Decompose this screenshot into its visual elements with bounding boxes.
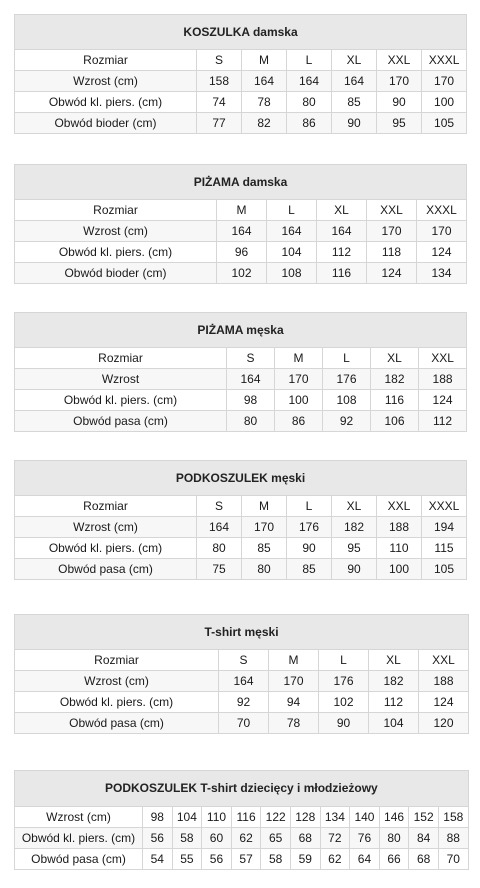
table-cell: M bbox=[275, 348, 323, 369]
table-row bbox=[15, 50, 467, 71]
table-cell: 55 bbox=[172, 849, 202, 870]
row-label: Wzrost (cm) bbox=[15, 517, 197, 538]
table-cell: 85 bbox=[332, 92, 377, 113]
table-cell: 86 bbox=[287, 113, 332, 134]
table-cell: S bbox=[197, 50, 242, 71]
table-cell: 170 bbox=[275, 369, 323, 390]
table-cell: 116 bbox=[231, 807, 261, 828]
row-label: Obwód pasa (cm) bbox=[15, 713, 219, 734]
table-cell: 176 bbox=[319, 671, 369, 692]
row-label: Wzrost (cm) bbox=[15, 71, 197, 92]
table-cell: L bbox=[287, 50, 332, 71]
table-cell: 170 bbox=[417, 221, 467, 242]
table-cell: 90 bbox=[319, 713, 369, 734]
table-cell: 122 bbox=[261, 807, 291, 828]
table-cell: 84 bbox=[409, 828, 439, 849]
table-cell: 124 bbox=[419, 390, 467, 411]
table-cell: S bbox=[197, 496, 242, 517]
row-label: Wzrost (cm) bbox=[15, 221, 217, 242]
row-label: Obwód pasa (cm) bbox=[15, 559, 197, 580]
table-cell: 182 bbox=[371, 369, 419, 390]
table-cell: 58 bbox=[172, 828, 202, 849]
table-cell: 90 bbox=[332, 559, 377, 580]
table-cell: 164 bbox=[217, 221, 267, 242]
table-cell: 110 bbox=[202, 807, 232, 828]
row-label: Obwód kl. piers. (cm) bbox=[15, 242, 217, 263]
table-cell: 68 bbox=[409, 849, 439, 870]
row-label: Obwód pasa (cm) bbox=[15, 411, 227, 432]
table-cell: 188 bbox=[377, 517, 422, 538]
table-cell: L bbox=[319, 650, 369, 671]
table-cell: 92 bbox=[219, 692, 269, 713]
row-label: Obwód bioder (cm) bbox=[15, 113, 197, 134]
table-row bbox=[15, 200, 467, 221]
table-cell: 158 bbox=[438, 807, 468, 828]
table-cell: 90 bbox=[332, 113, 377, 134]
table-cell: 134 bbox=[417, 263, 467, 284]
table-cell: 78 bbox=[269, 713, 319, 734]
table-cell: 170 bbox=[377, 71, 422, 92]
table-row bbox=[15, 828, 469, 849]
table-cell: 164 bbox=[267, 221, 317, 242]
table-cell: 70 bbox=[438, 849, 468, 870]
size-table-pizama-damska bbox=[14, 164, 467, 284]
table-cell: 124 bbox=[417, 242, 467, 263]
table-cell: M bbox=[217, 200, 267, 221]
table-cell: 85 bbox=[287, 559, 332, 580]
row-label: Obwód pasa (cm) bbox=[15, 849, 143, 870]
table-cell: XL bbox=[371, 348, 419, 369]
table-cell: 75 bbox=[197, 559, 242, 580]
table-cell: 65 bbox=[261, 828, 291, 849]
table-cell: XXL bbox=[419, 348, 467, 369]
table-cell: 170 bbox=[269, 671, 319, 692]
table-cell: 98 bbox=[227, 390, 275, 411]
table-cell: 164 bbox=[197, 517, 242, 538]
table-cell: 98 bbox=[143, 807, 173, 828]
table-cell: 82 bbox=[242, 113, 287, 134]
table-cell: 104 bbox=[267, 242, 317, 263]
table-row bbox=[15, 650, 469, 671]
table-cell: 158 bbox=[197, 71, 242, 92]
row-label: Rozmiar bbox=[15, 348, 227, 369]
table-cell: 108 bbox=[267, 263, 317, 284]
table-cell: XL bbox=[369, 650, 419, 671]
table-row bbox=[15, 692, 469, 713]
table-row bbox=[15, 221, 467, 242]
table-cell: 176 bbox=[323, 369, 371, 390]
table-cell: 88 bbox=[438, 828, 468, 849]
table-cell: 95 bbox=[332, 538, 377, 559]
table-cell: XL bbox=[332, 496, 377, 517]
row-label: Obwód kl. piers. (cm) bbox=[15, 828, 143, 849]
row-label: Obwód kl. piers. (cm) bbox=[15, 692, 219, 713]
table-cell: 62 bbox=[320, 849, 350, 870]
table-cell: 102 bbox=[319, 692, 369, 713]
table-cell: 164 bbox=[219, 671, 269, 692]
table-cell: 100 bbox=[275, 390, 323, 411]
row-label: Rozmiar bbox=[15, 200, 217, 221]
size-table-pizama-meska bbox=[14, 312, 467, 432]
table-cell: 118 bbox=[367, 242, 417, 263]
table-cell: 182 bbox=[369, 671, 419, 692]
row-label: Obwód bioder (cm) bbox=[15, 263, 217, 284]
table-cell: 104 bbox=[369, 713, 419, 734]
table-cell: 58 bbox=[261, 849, 291, 870]
table-cell: XL bbox=[332, 50, 377, 71]
table-cell: 188 bbox=[419, 671, 469, 692]
table-cell: 60 bbox=[202, 828, 232, 849]
table-cell: 140 bbox=[350, 807, 380, 828]
table-row bbox=[15, 849, 469, 870]
row-label: Rozmiar bbox=[15, 496, 197, 517]
table-cell: 112 bbox=[317, 242, 367, 263]
row-label: Rozmiar bbox=[15, 650, 219, 671]
table-cell: 92 bbox=[323, 411, 371, 432]
table-cell: XXL bbox=[419, 650, 469, 671]
table-cell: 57 bbox=[231, 849, 261, 870]
table-cell: 176 bbox=[287, 517, 332, 538]
table-cell: 94 bbox=[269, 692, 319, 713]
table-cell: 100 bbox=[377, 559, 422, 580]
table-cell: 152 bbox=[409, 807, 439, 828]
table-cell: 124 bbox=[367, 263, 417, 284]
table-cell: 86 bbox=[275, 411, 323, 432]
table-cell: M bbox=[242, 496, 287, 517]
table-cell: 95 bbox=[377, 113, 422, 134]
table-cell: 164 bbox=[317, 221, 367, 242]
table-cell: 54 bbox=[143, 849, 173, 870]
table-cell: XXXL bbox=[417, 200, 467, 221]
table-cell: 116 bbox=[371, 390, 419, 411]
table-cell: 164 bbox=[332, 71, 377, 92]
table-cell: 80 bbox=[242, 559, 287, 580]
table-row bbox=[15, 92, 467, 113]
table-cell: S bbox=[219, 650, 269, 671]
table-cell: 80 bbox=[379, 828, 409, 849]
table-row bbox=[15, 496, 467, 517]
table-cell: 164 bbox=[287, 71, 332, 92]
table-cell: 80 bbox=[287, 92, 332, 113]
table-cell: 100 bbox=[422, 92, 467, 113]
table-cell: S bbox=[227, 348, 275, 369]
table-cell: 90 bbox=[377, 92, 422, 113]
table-cell: 170 bbox=[422, 71, 467, 92]
row-label: Wzrost bbox=[15, 369, 227, 390]
table-title: T-shirt męski bbox=[15, 615, 469, 650]
table-cell: 77 bbox=[197, 113, 242, 134]
table-cell: 102 bbox=[217, 263, 267, 284]
table-cell: 120 bbox=[419, 713, 469, 734]
table-cell: 76 bbox=[350, 828, 380, 849]
table-cell: 66 bbox=[379, 849, 409, 870]
table-cell: L bbox=[287, 496, 332, 517]
table-cell: 78 bbox=[242, 92, 287, 113]
table-cell: XL bbox=[317, 200, 367, 221]
table-cell: 164 bbox=[227, 369, 275, 390]
table-title: KOSZULKA damska bbox=[15, 15, 467, 50]
size-table-podkoszulek-meski bbox=[14, 460, 467, 580]
table-row bbox=[15, 559, 467, 580]
table-cell: L bbox=[267, 200, 317, 221]
table-title: PIŻAMA męska bbox=[15, 313, 467, 348]
table-cell: 108 bbox=[323, 390, 371, 411]
table-row bbox=[15, 807, 469, 828]
table-row bbox=[15, 390, 467, 411]
table-cell: 80 bbox=[227, 411, 275, 432]
table-row bbox=[15, 263, 467, 284]
table-cell: 194 bbox=[422, 517, 467, 538]
table-cell: XXL bbox=[377, 496, 422, 517]
table-row bbox=[15, 71, 467, 92]
table-title: PODKOSZULEK męski bbox=[15, 461, 467, 496]
table-row bbox=[15, 369, 467, 390]
row-label: Obwód kl. piers. (cm) bbox=[15, 538, 197, 559]
size-table-tshirt-meski bbox=[14, 614, 469, 734]
table-cell: M bbox=[269, 650, 319, 671]
table-cell: 59 bbox=[290, 849, 320, 870]
table-cell: XXL bbox=[377, 50, 422, 71]
table-row bbox=[15, 517, 467, 538]
table-row bbox=[15, 242, 467, 263]
table-title: PODKOSZULEK T-shirt dziecięcy i młodzieżowy bbox=[15, 771, 469, 807]
table-cell: 112 bbox=[419, 411, 467, 432]
table-cell: 134 bbox=[320, 807, 350, 828]
table-cell: 56 bbox=[143, 828, 173, 849]
table-cell: 56 bbox=[202, 849, 232, 870]
table-cell: 128 bbox=[290, 807, 320, 828]
table-row bbox=[15, 113, 467, 134]
table-cell: 112 bbox=[369, 692, 419, 713]
table-cell: 182 bbox=[332, 517, 377, 538]
table-cell: 72 bbox=[320, 828, 350, 849]
table-cell: 105 bbox=[422, 559, 467, 580]
table-cell: 170 bbox=[367, 221, 417, 242]
table-cell: 64 bbox=[350, 849, 380, 870]
table-cell: 146 bbox=[379, 807, 409, 828]
table-row bbox=[15, 411, 467, 432]
table-cell: L bbox=[323, 348, 371, 369]
table-cell: 68 bbox=[290, 828, 320, 849]
table-row bbox=[15, 713, 469, 734]
row-label: Obwód kl. piers. (cm) bbox=[15, 390, 227, 411]
table-cell: 74 bbox=[197, 92, 242, 113]
table-row bbox=[15, 538, 467, 559]
size-table-podkoszulek-dzieciecy bbox=[14, 770, 469, 870]
table-cell: XXXL bbox=[422, 496, 467, 517]
table-cell: 104 bbox=[172, 807, 202, 828]
table-cell: 85 bbox=[242, 538, 287, 559]
table-cell: XXL bbox=[367, 200, 417, 221]
table-cell: 106 bbox=[371, 411, 419, 432]
table-cell: 62 bbox=[231, 828, 261, 849]
table-cell: 96 bbox=[217, 242, 267, 263]
table-cell: 170 bbox=[242, 517, 287, 538]
size-table-koszulka-damska bbox=[14, 14, 467, 134]
table-cell: 188 bbox=[419, 369, 467, 390]
table-cell: 164 bbox=[242, 71, 287, 92]
row-label: Rozmiar bbox=[15, 50, 197, 71]
table-cell: 70 bbox=[219, 713, 269, 734]
table-cell: 115 bbox=[422, 538, 467, 559]
table-cell: 80 bbox=[197, 538, 242, 559]
table-cell: 110 bbox=[377, 538, 422, 559]
table-title: PIŻAMA damska bbox=[15, 165, 467, 200]
table-cell: 124 bbox=[419, 692, 469, 713]
row-label: Obwód kl. piers. (cm) bbox=[15, 92, 197, 113]
table-cell: M bbox=[242, 50, 287, 71]
table-cell: 116 bbox=[317, 263, 367, 284]
table-cell: 90 bbox=[287, 538, 332, 559]
row-label: Wzrost (cm) bbox=[15, 671, 219, 692]
table-cell: XXXL bbox=[422, 50, 467, 71]
table-cell: 105 bbox=[422, 113, 467, 134]
table-row bbox=[15, 671, 469, 692]
row-label: Wzrost (cm) bbox=[15, 807, 143, 828]
table-row bbox=[15, 348, 467, 369]
